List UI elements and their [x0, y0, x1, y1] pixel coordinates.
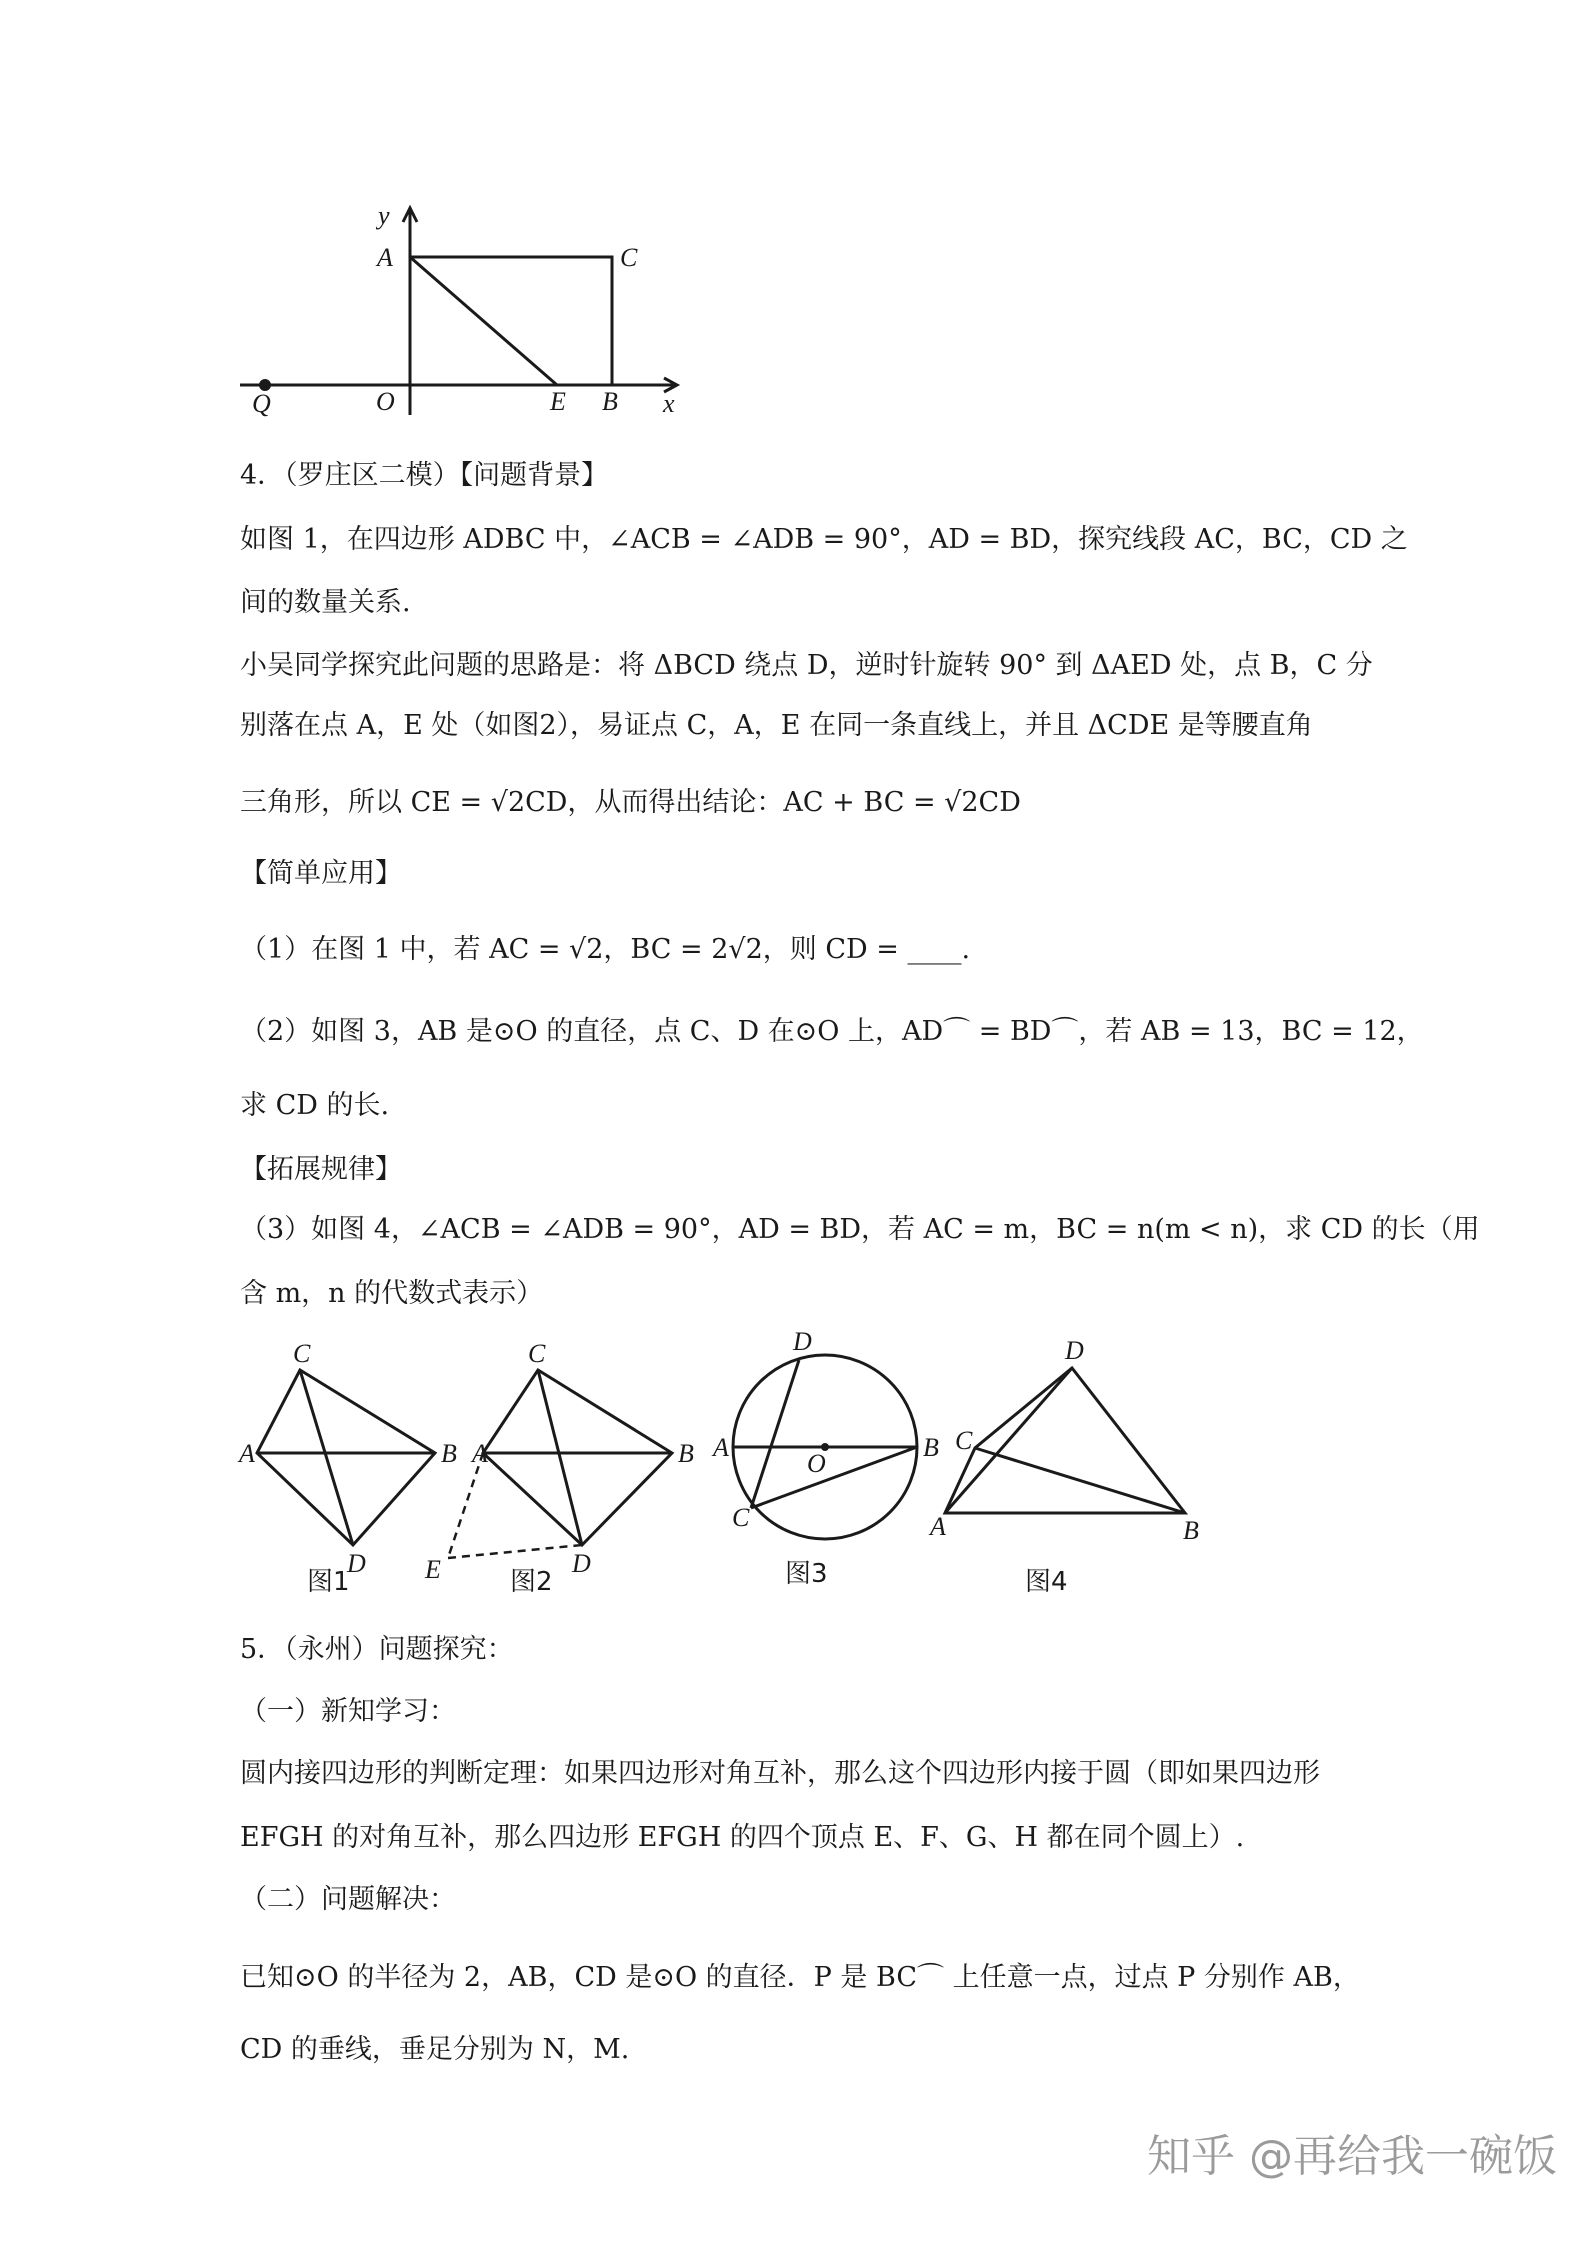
q4-section-extension: 【拓展规律】 — [240, 1154, 402, 1185]
f3-label-B: B — [923, 1433, 939, 1462]
f1-label-C: C — [293, 1340, 311, 1368]
f3-label-A: A — [713, 1433, 729, 1462]
f2-label-B: B — [678, 1439, 694, 1468]
q4-idea-line3: 三角形，所以 CE = √2CD，从而得出结论：AC + BC = √2CD — [240, 787, 1021, 818]
q4-background-line1: 如图 1，在四边形 ADBC 中，∠ACB = ∠ADB = 90°，AD = BD，探究线段 AC，BC，CD 之 — [240, 524, 1408, 555]
q5-problem-line1: 已知⊙O 的半径为 2，AB，CD 是⊙O 的直径．P 是 BC⌒ 上任意一点，过点 P 分别作 AB， — [240, 1962, 1360, 1993]
label-Q: Q — [252, 389, 271, 418]
figure-3 — [705, 1320, 945, 1590]
q5-theorem-line2: EFGH 的对角互补，那么四边形 EFGH 的四个顶点 E、F、G、H 都在同个圆上）. — [240, 1822, 1245, 1853]
q4-sub1: （1）在图 1 中，若 AC = √2，BC = 2√2，则 CD = ____. — [240, 934, 971, 965]
f1-caption: 图1 — [307, 1567, 350, 1597]
q4-section-simple-application: 【简单应用】 — [240, 858, 402, 889]
f4-label-D: D — [1065, 1336, 1084, 1365]
f4-label-C: C — [955, 1426, 973, 1455]
watermark: 知乎 @再给我一碗饭 — [1147, 2131, 1557, 2182]
segment-AE-dashed — [448, 1453, 483, 1558]
f2-label-E: E — [425, 1555, 441, 1584]
q4-idea-line1: 小吴同学探究此问题的思路是：将 ΔBCD 绕点 D，逆时针旋转 90° 到 ΔAED 处，点 B，C 分 — [240, 650, 1373, 681]
f3-label-D: D — [793, 1327, 812, 1356]
figure-4 — [915, 1335, 1215, 1600]
f3-caption: 图3 — [785, 1559, 828, 1589]
f1-label-B: B — [441, 1439, 457, 1468]
f3-label-C: C — [732, 1503, 750, 1532]
segment-CB — [975, 1448, 1185, 1513]
f2-label-C: C — [528, 1340, 546, 1368]
label-y: y — [378, 201, 390, 230]
segment-CD — [538, 1370, 582, 1545]
f2-label-A: A — [472, 1439, 488, 1468]
q4-sub3-line1: （3）如图 4，∠ACB = ∠ADB = 90°，AD = BD，若 AC = m，BC = n(m < n)，求 CD 的长（用 — [240, 1214, 1480, 1245]
label-x: x — [663, 389, 675, 418]
q4-sub3-line2: 含 m，n 的代数式表示） — [240, 1278, 544, 1309]
quad-ADBC — [483, 1370, 672, 1545]
q5-problem-line2: CD 的垂线，垂足分别为 N，M. — [240, 2034, 630, 2065]
label-E: E — [550, 387, 566, 416]
segment-ED-dashed — [448, 1545, 582, 1558]
q4-idea-line2: 别落在点 A，E 处（如图2），易证点 C，A，E 在同一条直线上，并且 ΔCDE 是等腰直角 — [240, 710, 1313, 741]
f4-label-B: B — [1183, 1516, 1199, 1545]
f2-caption: 图2 — [510, 1567, 553, 1597]
f3-label-O: O — [807, 1449, 826, 1478]
q4-sub2-line2: 求 CD 的长. — [240, 1090, 390, 1121]
q5-sub2-title: （二）问题解决： — [240, 1884, 456, 1915]
label-A: A — [377, 243, 393, 272]
label-B: B — [602, 387, 618, 416]
f2-label-D: D — [572, 1549, 591, 1578]
rectangle-ACB — [410, 257, 612, 385]
figure-2 — [420, 1340, 710, 1600]
q5-sub1-title: （一）新知学习： — [240, 1696, 456, 1727]
f1-label-A: A — [239, 1439, 255, 1468]
q4-sub2-line1: （2）如图 3，AB 是⊙O 的直径，点 C、D 在⊙O 上，AD⌒ = BD⌒，若 AB = 13，BC = 12， — [240, 1016, 1424, 1047]
coordinate-figure — [230, 200, 700, 430]
f4-caption: 图4 — [1025, 1567, 1068, 1597]
label-C: C — [620, 243, 638, 272]
q4-background-line2: 间的数量关系. — [240, 587, 411, 618]
segment-AE — [410, 257, 557, 385]
label-O: O — [376, 387, 395, 416]
q5-theorem-line1: 圆内接四边形的判断定理：如果四边形对角互补，那么这个四边形内接于圆（即如果四边形 — [240, 1758, 1320, 1789]
q4-header: 4．（罗庄区二模）【问题背景】 — [240, 460, 609, 491]
f1-label-D: D — [347, 1549, 366, 1578]
q5-header: 5．（永州）问题探究： — [240, 1634, 514, 1665]
quad-ACBD — [945, 1368, 1185, 1513]
chord-CB — [751, 1447, 917, 1508]
f4-label-A: A — [930, 1512, 946, 1541]
